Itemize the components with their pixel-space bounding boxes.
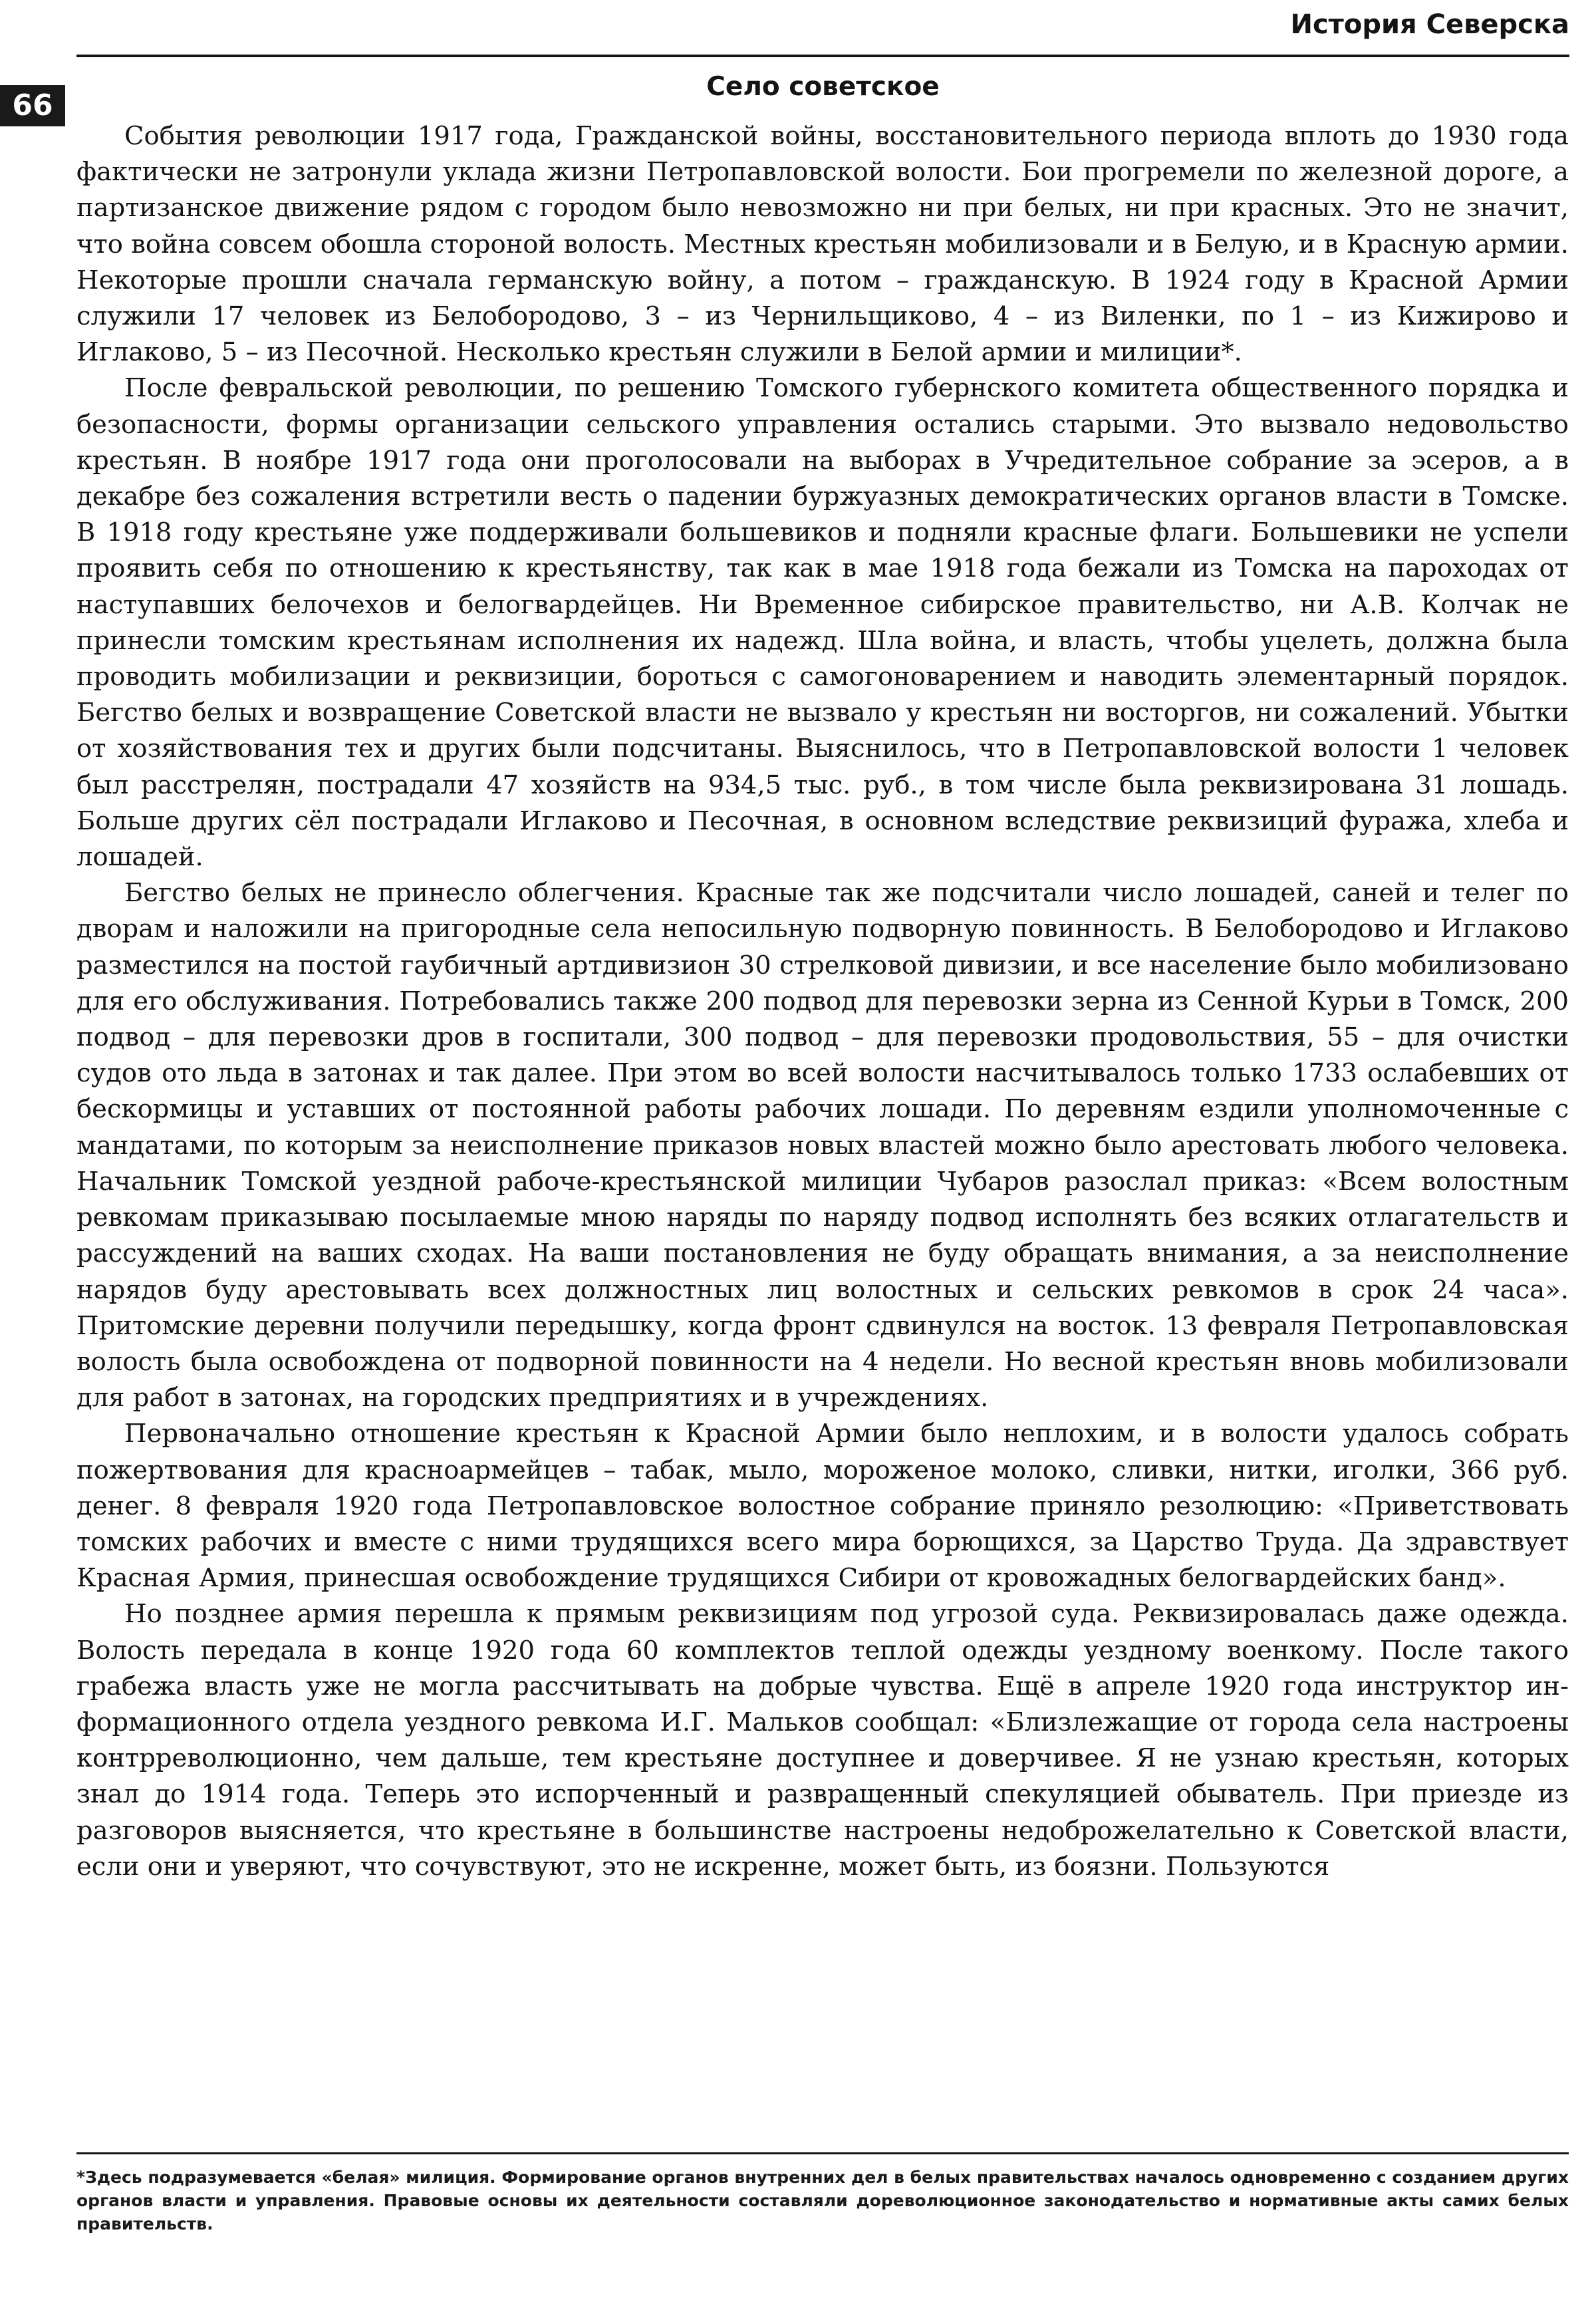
footnote: *Здесь подразумевается «белая» милиция. Формирование органов внутренних дел в белых правительствах началось одновременно с созданием других органов власти и управления. Правовые основы их деятельности составляли дореволюционное законодательство и нормативные акты самих белых правительств. xyxy=(76,2168,1569,2233)
running-title: История Северска xyxy=(1290,9,1569,40)
paragraph: События революции 1917 года, Гражданской войны, восстановительного периода вплоть до 1930 года фактически не затронули уклада жизни Петропавловской волости. Бои прогремели по железной дороге, а партизанское движение рядом с городом было невозможно ни при белых, ни при красных. Это не значит, что война совсем обошла стороной волость. Местных крестьян мобилизовали и в Белую, и в Красную армии. Некоторые прошли сначала германскую войну, а потом – гражданскую. В 1924 году в Красной Армии служили 17 человек из Белобородово, 3 – из Чернильщиково, 4 – из Виленки, по 1 – из Кижирово и Иглаково, 5 – из Песочной. Несколько крестьян служили в Белой армии и милиции*. xyxy=(76,121,1569,368)
page-number: 66 xyxy=(0,85,65,126)
paragraph: Но позднее армия перешла к прямым реквизициям под угрозой суда. Реквизировалась даже одежда. Волость передала в конце 1920 года 60 комплектов теплой одежды уездному военкому. После такого грабежа власть уже не могла рассчитывать на добрые чувства. Ещё в апреле 1920 года инструктор информационного отдела уездного ревкома И.Г. Мальков сообщал: «Близлежащие от города села настроены контрреволюционно, чем дальше, тем крестьяне доступнее и доверчивее. Я не узнаю крестьян, которых знал до 1914 года. Теперь это испорченный и развращенный спекуляцией обыватель. При приезде из разговоров выясняется, что крестьяне в большинстве настроены недоброжелательно к Советской власти, если они и уверяют, что сочувствуют, это не искренне, может быть, из боязни. Пользуются xyxy=(76,1599,1569,1882)
paragraph: Бегство белых не принесло облегчения. Красные так же подсчитали число лошадей, саней и телег по дворам и наложили на пригородные села непосильную подворную повинность. В Белобородово и Иглаково разместился на постой гаубичный артдивизион 30 стрелковой дивизии, и все население было мобилизовано для его обслуживания. Потребовались также 200 подвод для перевозки зерна из Сенной Курьи в Томск, 200 подвод – для перевозки дров в госпитали, 300 подвод – для перевозки продовольствия, 55 – для очистки судов ото льда в затонах и так далее. При этом во всей волости насчитывалось только 1733 ослабевших от бескормицы и уставших от постоянной работы рабочих лошади. По деревням ездили уполномоченные с мандатами, по которым за неисполнение приказов новых властей можно было арестовать любого человека. Начальник Томской уездной рабоче-крестьянской милиции Чубаров разослал приказ: «Всем волостным ревкомам приказываю посылаемые мною наряды по наряду подвод исполнять без всяких отлагательств и рассуждений на ваших сходах. На ваши постановления не буду обращать внимания, а за неисполнение нарядов буду арестовывать всех должностных лиц волостных и сельских ревкомов в срок 24 часа». Притомские деревни получили передышку, когда фронт сдвинулся на восток. 13 февраля Петропавловская волость была освобождена от подворной повинности на 4 недели. Но весной крестьян вновь мобилизовали для работ в затонах, на городских предприятиях и в учреждениях. xyxy=(76,878,1569,1413)
footnote-rule xyxy=(76,2152,1569,2154)
article-body xyxy=(76,118,1569,1885)
paragraph: После февральской революции, по решению Томского губернского комитета общественного порядка и безопасности, формы организации сельского управления остались старыми. Это вызвало недовольство крестьян. В ноябре 1917 года они проголосовали на выборах в Учредительное собрание за эсеров, а в декабре без сожаления встретили весть о падении буржуазных демократических органов власти в Томске. В 1918 году крестьяне уже поддерживали большевиков и подняли красные флаги. Большевики не успели проявить себя по отношению к крестьянству, так как в мае 1918 года бежали из Томска на пароходах от наступавших белочехов и белогвардейцев. Ни Временное сибирское правительство, ни А.В. Колчак не принесли томским крестьянам исполнения их надежд. Шла война, и власть, чтобы уцелеть, должна была проводить мобилизации и реквизиции, бороться с самогоноварением и наводить элементарный порядок. Бегство белых и возвращение Советской власти не вызвало у крестьян ни восторгов, ни сожалений. Убытки от хозяйствования тех и других были подсчитаны. Выяснилось, что в Петропавловской волости 1 человек был расстрелян, пострадали 47 хозяйств на 934,5 тыс. руб., в том числе была реквизирована 31 лошадь. Больше других сёл пострадали Иглаково и Песочная, в основном вследствие реквизиций фуража, хлеба и лошадей. xyxy=(76,373,1569,873)
paragraph: Первоначально отношение крестьян к Красной Армии было неплохим, и в волости удалось собрать пожертвования для красноармейцев – табак, мыло, мороженое молоко, сливки, нитки, иголки, 366 руб. денег. 8 февраля 1920 года Петропавловское волостное собрание приняло резолюцию: «Приветствовать томских рабочих и вместе с ними трудящихся всего мира борющихся, за Царство Труда. Да здравствует Красная Армия, принесшая освобождение трудящихся Сибири от кровожадных белогвардейских банд». xyxy=(76,1419,1569,1594)
section-title: Село советское xyxy=(706,72,940,102)
header-rule xyxy=(76,55,1569,57)
